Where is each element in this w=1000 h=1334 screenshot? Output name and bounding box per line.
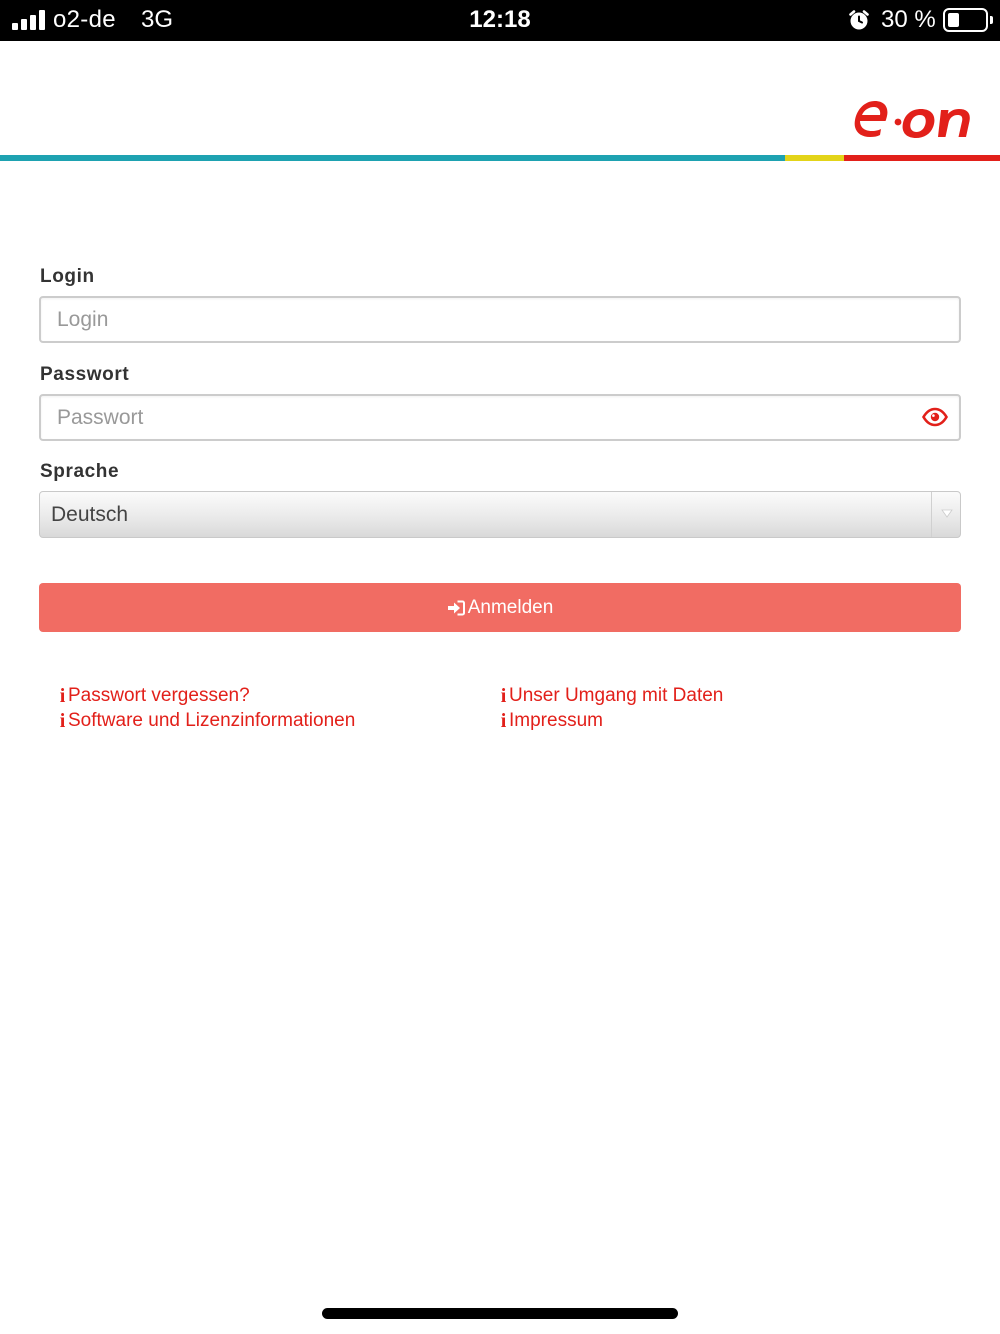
sign-in-icon xyxy=(447,600,465,616)
select-divider xyxy=(931,492,932,537)
login-label: Login xyxy=(40,266,95,287)
submit-label: Anmelden xyxy=(467,596,554,618)
eon-logo xyxy=(854,97,982,139)
language-selected-value: Deutsch xyxy=(51,503,129,526)
eye-icon[interactable] xyxy=(922,406,948,428)
password-input[interactable] xyxy=(39,394,961,441)
header-stripe xyxy=(0,155,1000,161)
stripe-red xyxy=(844,155,1000,161)
software-licenses-label: Software und Lizenzinformationen xyxy=(68,710,356,731)
network-type: 3G xyxy=(141,6,174,33)
carrier-name: o2-de xyxy=(53,6,116,33)
forgot-password-label: Passwort vergessen? xyxy=(68,685,250,706)
home-indicator[interactable] xyxy=(322,1308,678,1319)
info-icon: i xyxy=(59,685,66,707)
data-privacy-label: Unser Umgang mit Daten xyxy=(509,685,724,706)
alarm-clock-icon xyxy=(848,9,870,31)
login-input[interactable] xyxy=(39,296,961,343)
login-submit-button[interactable] xyxy=(39,583,961,632)
imprint-label: Impressum xyxy=(509,710,603,731)
status-time: 12:18 xyxy=(469,6,531,33)
password-label: Passwort xyxy=(40,364,130,385)
battery-percentage: 30 % xyxy=(881,6,936,33)
forgot-password-link[interactable] xyxy=(57,684,250,708)
info-icon: i xyxy=(500,685,507,707)
language-label: Sprache xyxy=(40,461,120,482)
battery-level xyxy=(948,13,959,27)
stripe-turquoise xyxy=(0,155,785,161)
software-licenses-link[interactable] xyxy=(57,709,355,733)
stripe-yellow xyxy=(785,155,844,161)
chevron-down-icon xyxy=(938,506,956,520)
battery-icon xyxy=(943,8,988,32)
battery-tip xyxy=(990,16,993,24)
info-icon: i xyxy=(59,710,66,732)
data-privacy-link[interactable] xyxy=(498,684,723,708)
language-select[interactable] xyxy=(39,491,961,538)
status-bar xyxy=(0,0,1000,41)
imprint-link[interactable] xyxy=(498,709,603,733)
info-icon: i xyxy=(500,710,507,732)
